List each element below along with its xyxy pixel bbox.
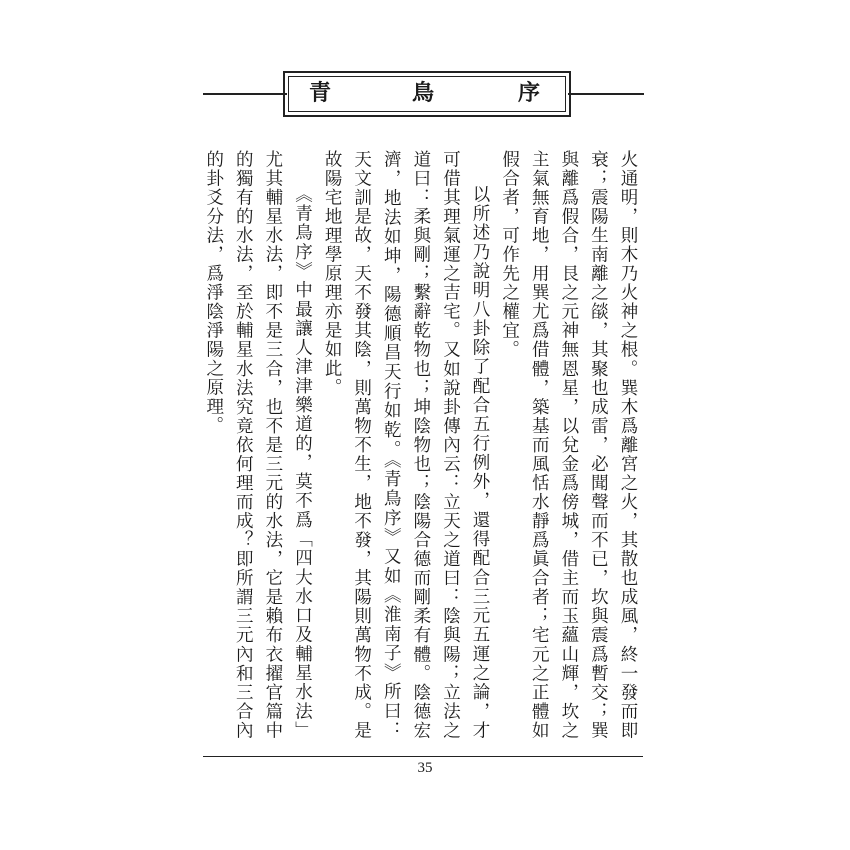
page-number: 35: [417, 760, 433, 776]
header-rule-right: [568, 93, 644, 95]
running-title-char-2: 鳥: [412, 80, 435, 106]
paragraph-2: 以所述乃說明八卦除了配合五行例外，還得配合三元五運之論，才可借其理氣運之吉宅。又如說卦傳內云：立天之道曰：陰與陽；立法之道曰：柔與剛；繫辭乾物也；坤陰物也；陰陽合德而剛柔有體。陰德宏濟，地法如坤，陽德順昌天行如乾。《青鳥序》又如《淮南子》所曰：天文訓是故，天不發其陰，則萬物不生，地不發，其陽則萬物不成。是故陽宅地理學原理亦是如此。: [322, 150, 491, 740]
running-title-char-3: 序: [518, 80, 541, 106]
header-rule-left: [203, 93, 287, 95]
paragraph-3: 《青鳥序》中最讓人津津樂道的，莫不爲「四大水口及輔星水法」尤其輔星水法，即不是三合，也不是三元的水法，它是賴布衣擢官篇中的獨有的水法，至於輔星水法究竟依何理而成？即所謂三元內和三合內的卦爻分法，爲淨陰淨陽之原理。: [203, 150, 313, 740]
body-text: [199, 150, 642, 740]
paragraph-1: 火通明，則木乃火神之根。巽木爲離宮之火，其散也成風，終一發而即衰；震陽生南離之燄，其聚也成雷，必聞聲而不已，坎與震爲暫交；巽與離爲假合，艮之元神無恩星，以兌金爲傍城，借主而玉蘊山輝，坎之主氣無育地，用巽尤爲借體，築基而風恬水靜爲眞合者；宅元之正體如假合者，可作先之權宜。: [499, 150, 638, 740]
footer-rule: [203, 756, 643, 757]
running-title-char-1: 青: [309, 80, 332, 106]
